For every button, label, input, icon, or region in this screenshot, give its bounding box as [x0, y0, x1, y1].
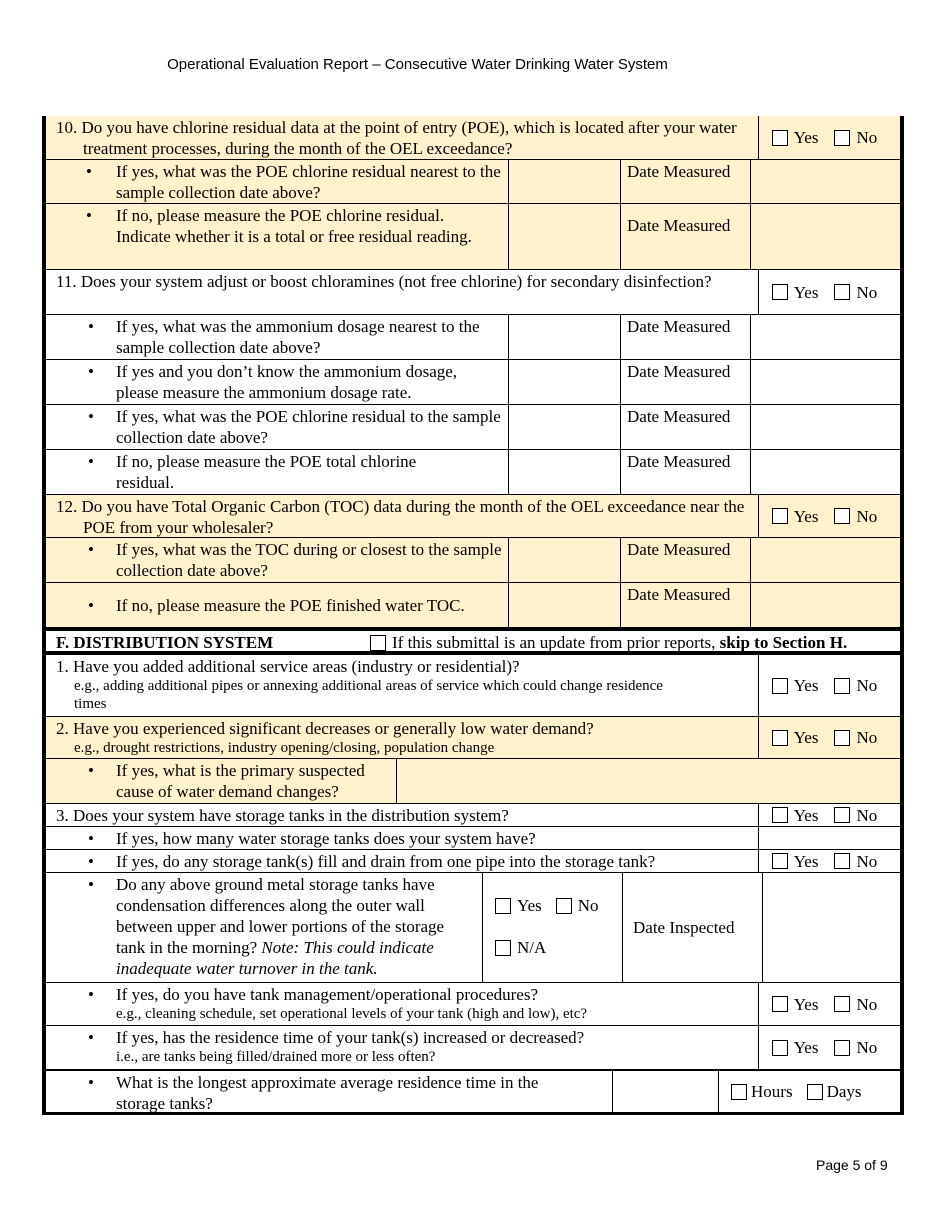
f3-sub4-example: e.g., cleaning schedule, set operational levels of your tank (high and low), etc? [116, 1006, 588, 1022]
q11-text: 11. Does your system adjust or boost chloramines (not free chlorine) for secondary disinfection? [56, 272, 712, 291]
f3-sub5-example: i.e., are tanks being filled/drained more or less often? [116, 1049, 436, 1065]
f3-sub5-yes-no: Yes No [758, 1026, 900, 1069]
f1-example: e.g., adding additional pipes or annexing additional areas of service which could change residence times [74, 678, 663, 712]
f2-sub1-text: If yes, what is the primary suspected cause of water demand changes? [116, 761, 365, 801]
q10-sub2-date-label: Date Measured [620, 204, 750, 269]
f3-sub3-date[interactable] [762, 873, 900, 982]
q10-sub2-text: If no, please measure the POE chlorine residual. Indicate whether it is a total or free residual reading. [116, 206, 472, 246]
f2-sub1-answer[interactable] [396, 759, 900, 803]
q10-sub1-date[interactable] [750, 160, 900, 203]
f3-sub4-text: If yes, do you have tank management/operational procedures? [116, 985, 539, 1004]
q10-sub2-date[interactable] [750, 204, 900, 269]
q11-sub2-row: • If yes and you don’t know the ammonium dosage, please measure the ammonium dosage rate. Date Measured [46, 360, 900, 405]
f2-text: 2. Have you experienced significant decreases or generally low water demand? [56, 719, 594, 738]
q11-sub4-date-label: Date Measured [620, 450, 750, 494]
q11-row [46, 270, 900, 315]
q12-yes-checkbox[interactable] [772, 508, 788, 524]
f3-sub1-row: • If yes, how many water storage tanks does your system have? [46, 827, 900, 850]
f3-sub5-yes-checkbox[interactable] [772, 1040, 788, 1056]
f3-sub3-yes-checkbox[interactable] [495, 898, 511, 914]
q11-sub1-row: • If yes, what was the ammonium dosage nearest to the sample collection date above? Date Measured [46, 315, 900, 360]
q11-sub2-text: If yes and you don’t know the ammonium dosage, please measure the ammonium dosage rate. [116, 362, 458, 402]
page-number: Page 5 of 9 [816, 1157, 888, 1173]
q11-sub4-value[interactable] [508, 450, 620, 494]
f2-no-checkbox[interactable] [834, 730, 850, 746]
f3-sub1-text: If yes, how many water storage tanks does your system have? [116, 829, 536, 848]
q11-sub3-date[interactable] [750, 405, 900, 449]
page-header: Operational Evaluation Report – Consecutive Water Drinking Water System [167, 56, 668, 73]
f3-sub2-text: If yes, do any storage tank(s) fill and drain from one pipe into the storage tank? [116, 852, 656, 871]
q10-text: 10. Do you have chlorine residual data at the point of entry (POE), which is located after your water treatment processes, during the month of the OEL exceedance? [56, 118, 737, 158]
q10-no-checkbox[interactable] [834, 130, 850, 146]
f3-sub3-note: Note: This could indicate inadequate water turnover in the tank. [116, 938, 434, 978]
q12-sub2-value[interactable] [508, 583, 620, 627]
f3-sub5-row: • If yes, has the residence time of your tank(s) increased or decreased? i.e., are tanks being filled/drained more or less often? Yes No [46, 1026, 900, 1070]
q11-sub3-date-label: Date Measured [620, 405, 750, 449]
f3-sub4-no-checkbox[interactable] [834, 996, 850, 1012]
q12-sub1-text: If yes, what was the TOC during or closest to the sample collection date above? [116, 540, 502, 580]
q10-row [46, 116, 900, 160]
section-f-title: F. DISTRIBUTION SYSTEM [56, 633, 274, 652]
f3-sub3-text: Do any above ground metal storage tanks have condensation differences along the outer wall between upper and lower portions of the storage tank in the morning? [116, 875, 445, 957]
q12-sub2-text: If no, please measure the POE finished water TOC. [116, 596, 465, 615]
f3-sub3-row: • Do any above ground metal storage tanks have condensation differences along the outer wall between upper and lower portions of the storage tank in the morning? Note: This could indicate inadequate water turnover in the tank. Yes No N/A Date Inspected [46, 873, 900, 983]
q12-sub2-date[interactable] [750, 583, 900, 627]
f2-yes-no: Yes No [758, 717, 900, 758]
f1-yes-no: Yes No [758, 655, 900, 716]
f3-sub6-row: • What is the longest approximate average residence time in the storage tanks? Hours Days [46, 1070, 900, 1115]
q11-sub4-row: • If no, please measure the POE total chlorine residual. Date Measured [46, 450, 900, 495]
f3-sub3-na-checkbox[interactable] [495, 940, 511, 956]
f3-sub3-options: Yes No N/A [482, 873, 622, 982]
q12-sub1-date-label: Date Measured [620, 538, 750, 582]
q11-sub3-value[interactable] [508, 405, 620, 449]
q10-sub1-date-label: Date Measured [620, 160, 750, 203]
q12-sub1-row: • If yes, what was the TOC during or closest to the sample collection date above? Date Measured [46, 538, 900, 583]
q10-sub2-value[interactable] [508, 204, 620, 269]
section-f-skip-bold: skip to Section H. [719, 633, 848, 652]
q12-sub2-date-label: Date Measured [620, 583, 750, 627]
q12-row [46, 495, 900, 538]
f3-sub5-no-checkbox[interactable] [834, 1040, 850, 1056]
f3-sub2-no-checkbox[interactable] [834, 853, 850, 869]
f3-sub6-value[interactable] [612, 1071, 718, 1112]
q10-sub1-row: • If yes, what was the POE chlorine residual nearest to the sample collection date above? Date Measured [46, 160, 900, 204]
f3-sub3-date-label: Date Inspected [622, 873, 762, 982]
q11-sub3-text: If yes, what was the POE chlorine residual to the sample collection date above? [116, 407, 501, 447]
q11-sub2-date[interactable] [750, 360, 900, 404]
f3-yes-checkbox[interactable] [772, 807, 788, 823]
q11-sub2-value[interactable] [508, 360, 620, 404]
q11-sub1-value[interactable] [508, 315, 620, 359]
f3-sub6-hours-checkbox[interactable] [731, 1084, 747, 1100]
q11-sub2-date-label: Date Measured [620, 360, 750, 404]
f3-sub4-yes-no: Yes No [758, 983, 900, 1025]
q12-text: 12. Do you have Total Organic Carbon (TOC) data during the month of the OEL exceedance near the POE from your wholesaler? [56, 497, 745, 537]
q11-sub4-text: If no, please measure the POE total chlorine residual. [116, 452, 417, 492]
f3-sub5-text: If yes, has the residence time of your tank(s) increased or decreased? [116, 1028, 585, 1047]
f3-sub2-row: • If yes, do any storage tank(s) fill and drain from one pipe into the storage tank? Yes No [46, 850, 900, 873]
q11-sub1-date-label: Date Measured [620, 315, 750, 359]
section-f-skip-text: If this submittal is an update from prior reports, [392, 633, 716, 652]
q12-yes-no: Yes No [758, 495, 900, 537]
q11-no-checkbox[interactable] [834, 284, 850, 300]
q12-sub1-value[interactable] [508, 538, 620, 582]
f3-sub6-days-checkbox[interactable] [807, 1084, 823, 1100]
q11-yes-checkbox[interactable] [772, 284, 788, 300]
q11-sub1-date[interactable] [750, 315, 900, 359]
q12-sub2-row: • If no, please measure the POE finished water TOC. Date Measured [46, 583, 900, 628]
q10-sub1-value[interactable] [508, 160, 620, 203]
f3-sub4-yes-checkbox[interactable] [772, 996, 788, 1012]
q11-yes-no: Yes No [758, 270, 900, 314]
f2-sub1-row: • If yes, what is the primary suspected cause of water demand changes? [46, 759, 900, 804]
q12-no-checkbox[interactable] [834, 508, 850, 524]
q11-sub4-date[interactable] [750, 450, 900, 494]
f3-sub1-answer[interactable] [758, 827, 900, 849]
f3-yes-no: Yes No [758, 804, 900, 826]
f3-text: 3. Does your system have storage tanks in the distribution system? [56, 806, 509, 825]
f1-row [46, 655, 900, 717]
f3-row [46, 804, 900, 827]
f2-example: e.g., drought restrictions, industry opening/closing, population change [74, 740, 495, 756]
f3-no-checkbox[interactable] [834, 807, 850, 823]
q12-sub1-date[interactable] [750, 538, 900, 582]
f3-sub3-no-checkbox[interactable] [556, 898, 572, 914]
section-f-header [46, 628, 900, 655]
form-table [42, 116, 904, 1115]
q10-yes-checkbox[interactable] [772, 130, 788, 146]
q10-sub2-row: • If no, please measure the POE chlorine residual. Indicate whether it is a total or free residual reading. Date Measured [46, 204, 900, 270]
q11-sub1-text: If yes, what was the ammonium dosage nearest to the sample collection date above? [116, 317, 480, 357]
q11-sub3-row: • If yes, what was the POE chlorine residual to the sample collection date above? Date Measured [46, 405, 900, 450]
f1-no-checkbox[interactable] [834, 678, 850, 694]
q10-sub1-text: If yes, what was the POE chlorine residual nearest to the sample collection date above? [116, 162, 501, 202]
f3-sub6-text: What is the longest approximate average residence time in the storage tanks? [116, 1073, 539, 1113]
f3-sub6-units: Hours Days [718, 1071, 900, 1112]
section-f-skip-checkbox[interactable] [370, 635, 386, 651]
q10-yes-no: Yes No [758, 116, 900, 159]
f1-text: 1. Have you added additional service areas (industry or residential)? [56, 657, 520, 676]
f2-row [46, 717, 900, 759]
f2-yes-checkbox[interactable] [772, 730, 788, 746]
f3-sub2-yes-checkbox[interactable] [772, 853, 788, 869]
f1-yes-checkbox[interactable] [772, 678, 788, 694]
f3-sub4-row: • If yes, do you have tank management/operational procedures? e.g., cleaning schedule, set operational levels of your tank (high and low), etc? Yes No [46, 983, 900, 1026]
f3-sub2-yes-no: Yes No [758, 850, 900, 872]
